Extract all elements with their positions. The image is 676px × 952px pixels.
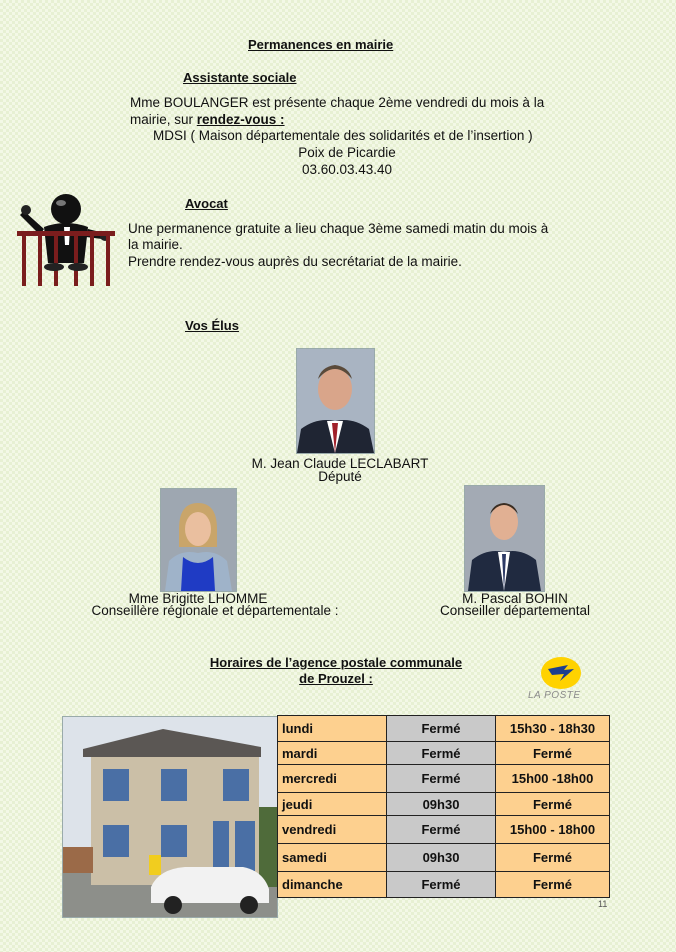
hours-morning-cell: Fermé	[387, 742, 496, 765]
hours-afternoon-cell: Fermé	[496, 872, 610, 898]
departmental-councillor-role: Conseiller départemental	[439, 603, 591, 618]
hours-afternoon-cell: 15h30 - 18h30	[496, 716, 610, 742]
social-phone: 03.60.03.43.40	[301, 162, 393, 177]
hours-row	[278, 716, 610, 742]
page-title: Permanences en mairie	[248, 37, 394, 52]
lawyer-clipart-icon	[14, 193, 120, 289]
deputy-photo	[296, 348, 375, 454]
hours-day-cell: vendredi	[278, 816, 387, 844]
social-line-1: Mme BOULANGER est présente chaque 2ème vendredi du mois à la	[130, 95, 545, 110]
hours-afternoon-cell: Fermé	[496, 742, 610, 765]
post-heading-line-1: Horaires de l’agence postale communale	[209, 655, 463, 670]
hours-day-cell: jeudi	[278, 793, 387, 816]
lawyer-heading: Avocat	[185, 196, 228, 211]
hours-afternoon-cell: 15h00 - 18h00	[496, 816, 610, 844]
lawyer-line-2: la mairie.	[128, 237, 183, 252]
regional-councillor-role: Conseillère régionale et départementale :	[91, 603, 339, 618]
departmental-councillor-photo	[464, 485, 545, 592]
social-line-2	[130, 111, 285, 128]
deputy-role: Député	[318, 469, 362, 484]
departmental-councillor-name: M. Pascal BOHIN	[462, 591, 568, 606]
hours-day-cell: mercredi	[278, 765, 387, 793]
regional-councillor-name: Mme Brigitte LHOMME	[128, 591, 268, 606]
regional-councillor-photo	[160, 488, 237, 592]
la-poste-logo-text: LA POSTE	[528, 690, 581, 701]
page-number: 11	[598, 899, 608, 909]
hours-morning-cell: Fermé	[387, 816, 496, 844]
hours-row	[278, 872, 610, 898]
social-appointment-label: rendez-vous :	[196, 112, 285, 127]
hours-row	[278, 793, 610, 816]
hours-row	[278, 765, 610, 793]
hours-morning-cell: Fermé	[387, 872, 496, 898]
hours-row	[278, 844, 610, 872]
deputy-name: M. Jean Claude LECLABART	[251, 456, 429, 471]
social-line-2-prefix: mairie, sur	[130, 112, 197, 127]
post-office-photo	[62, 716, 278, 918]
hours-row	[278, 742, 610, 765]
hours-morning-cell: Fermé	[387, 716, 496, 742]
hours-morning-cell: 09h30	[387, 844, 496, 872]
hours-afternoon-cell: Fermé	[496, 844, 610, 872]
elected-heading: Vos Élus	[185, 318, 239, 333]
hours-day-cell: dimanche	[278, 872, 387, 898]
lawyer-line-1: Une permanence gratuite a lieu chaque 3ème samedi matin du mois à	[128, 221, 549, 236]
hours-afternoon-cell: 15h00 -18h00	[496, 765, 610, 793]
hours-day-cell: lundi	[278, 716, 387, 742]
hours-day-cell: samedi	[278, 844, 387, 872]
hours-row	[278, 816, 610, 844]
social-line-4: Poix de Picardie	[298, 145, 396, 160]
lawyer-line-3: Prendre rendez-vous auprès du secrétariat de la mairie.	[128, 254, 462, 269]
post-heading-line-2: de Prouzel :	[299, 671, 373, 686]
hours-morning-cell: 09h30	[387, 793, 496, 816]
social-line-3: MDSI ( Maison départementale des solidarités et de l’insertion )	[153, 128, 533, 143]
hours-afternoon-cell: Fermé	[496, 793, 610, 816]
social-heading: Assistante sociale	[183, 70, 297, 85]
la-poste-logo-icon	[540, 656, 582, 690]
post-hours-table	[277, 715, 610, 898]
hours-day-cell: mardi	[278, 742, 387, 765]
hours-morning-cell: Fermé	[387, 765, 496, 793]
